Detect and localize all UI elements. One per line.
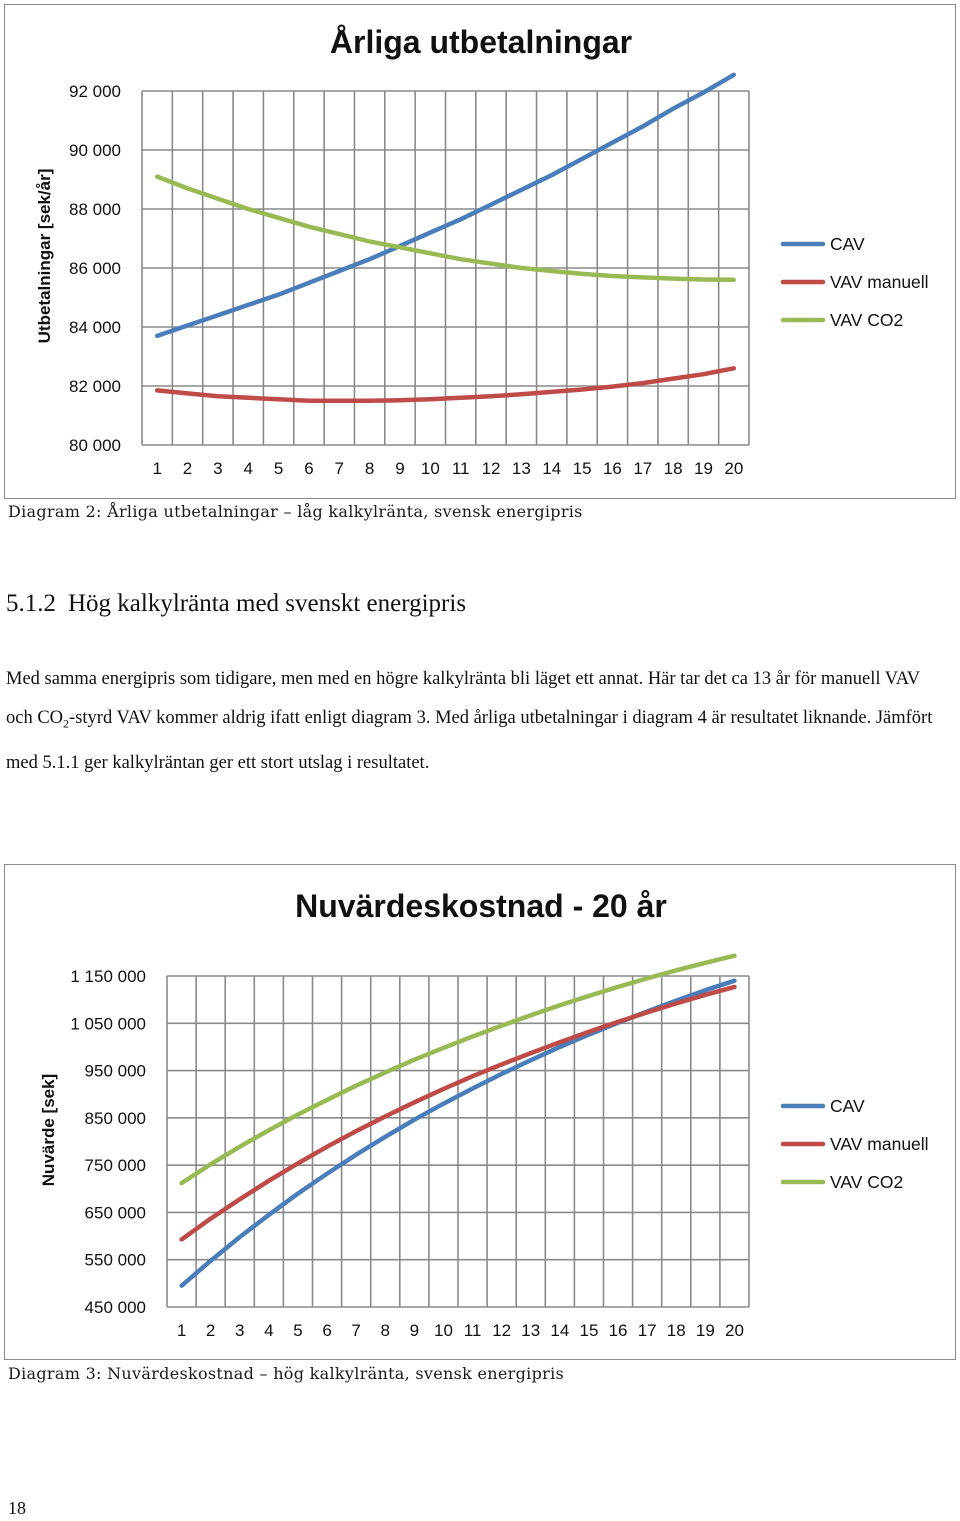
diagram-2-caption: Diagram 2: Årliga utbetalningar – låg kalkylränta, svensk energipris: [8, 502, 583, 521]
chart1-y-tick-label: 84 000: [69, 318, 121, 337]
chart1-x-tick-label: 18: [663, 459, 683, 478]
chart1-x-tick-label: 16: [602, 459, 622, 478]
chart2-legend-label: VAV CO2: [830, 1172, 904, 1192]
chart2-title: Nuvärdeskostnad - 20 år: [295, 888, 667, 924]
chart2-y-tick-label: 950 000: [84, 1061, 146, 1081]
chart2-x-tick-label: 12: [492, 1321, 512, 1340]
chart-nuvardeskostnad-svg: [5, 865, 955, 1359]
chart2-x-tick-label: 7: [351, 1321, 361, 1340]
chart2-x-tick-label: 1: [176, 1321, 187, 1340]
chart1-x-tick-label: 8: [364, 459, 375, 478]
chart1-x-tick-label: 3: [213, 459, 223, 478]
chart1-y-axis-label: Utbetalningar [sek/år]: [35, 168, 54, 344]
chart2-x-tick-label: 17: [637, 1321, 657, 1340]
chart1-x-tick-label: 13: [511, 459, 531, 478]
chart2-x-tick-label: 2: [205, 1321, 216, 1340]
chart2-y-tick-label: 750 000: [84, 1156, 146, 1176]
chart2-x-tick-label: 6: [322, 1321, 332, 1340]
chart1-y-tick-label: 82 000: [69, 377, 121, 396]
chart1-x-tick-label: 9: [395, 459, 405, 478]
chart1-x-tick-label: 4: [243, 459, 253, 478]
chart2-x-tick-label: 11: [463, 1321, 482, 1340]
chart1-y-tick-label: 80 000: [69, 436, 121, 455]
chart1-y-tick-label: 90 000: [69, 141, 121, 160]
chart1-x-tick-label: 15: [572, 459, 592, 478]
chart1-legend-label: CAV: [830, 234, 865, 254]
chart2-y-tick-label: 550 000: [84, 1250, 146, 1270]
chart2-x-tick-label: 8: [380, 1321, 390, 1340]
paragraph-part1: Med samma energipris som tidigare, men med en högre kalkylränta bli läget ett annat. Här tar det ca 13 år för manuell VAV och CO: [6, 669, 920, 728]
page-number: 18: [8, 1498, 26, 1518]
chart1-legend-label: VAV CO2: [830, 310, 904, 330]
chart2-x-tick-label: 5: [293, 1321, 303, 1340]
paragraph-subscript: 2: [63, 716, 70, 731]
section-heading: [6, 590, 466, 618]
chart1-x-tick-label: 5: [273, 459, 284, 478]
diagram-3-caption: Diagram 3: Nuvärdeskostnad – hög kalkylränta, svensk energipris: [8, 1364, 564, 1383]
chart1-title: Årliga utbetalningar: [329, 24, 633, 60]
chart2-x-tick-label: 16: [608, 1321, 628, 1340]
chart2-x-tick-label: 3: [235, 1321, 245, 1340]
chart2-y-tick-label: 450 000: [84, 1298, 146, 1317]
chart1-x-tick-label: 14: [542, 459, 562, 478]
paragraph-part2: -styrd VAV kommer aldrig ifatt enligt diagram 3. Med årliga utbetalningar i diagram 4 är resultatet liknande. Jämfört med 5.1.1 ger kalkylräntan ger ett stort utslag i resultatet.: [6, 708, 933, 773]
chart2-x-tick-label: 19: [695, 1321, 715, 1340]
chart2-y-axis-label: Nuvärde [sek]: [39, 1073, 58, 1187]
chart2-x-tick-label: 13: [521, 1321, 541, 1340]
chart2-legend-label: VAV manuell: [830, 1134, 929, 1154]
chart-arliga-utbetalningar: [4, 4, 956, 499]
chart2-x-tick-label: 10: [433, 1321, 453, 1340]
chart2-y-tick-label: 850 000: [84, 1108, 146, 1128]
section-title: Hög kalkylränta med svenskt energipris: [68, 590, 467, 617]
chart2-x-tick-label: 18: [666, 1321, 686, 1340]
chart1-x-tick-label: 1: [152, 459, 162, 478]
chart2-y-tick-label: 1 150 000: [70, 967, 146, 986]
body-paragraph: [6, 660, 946, 783]
chart1-x-tick-label: 7: [334, 459, 345, 478]
chart1-y-tick-label: 92 000: [69, 82, 121, 101]
chart1-x-tick-label: 17: [633, 459, 653, 478]
chart2-y-tick-label: 1 050 000: [70, 1014, 146, 1034]
chart1-x-tick-label: 19: [694, 459, 713, 478]
chart1-y-tick-label: 88 000: [69, 200, 121, 219]
chart1-legend-label: VAV manuell: [830, 272, 929, 292]
section-number: 5.1.2: [6, 590, 56, 617]
chart2-x-tick-label: 14: [550, 1321, 570, 1340]
chart2-x-tick-label: 9: [409, 1321, 420, 1340]
chart1-x-tick-label: 12: [481, 459, 501, 478]
chart2-x-tick-label: 15: [579, 1321, 599, 1340]
chart1-x-tick-label: 2: [182, 459, 193, 478]
chart1-x-tick-label: 10: [420, 459, 440, 478]
chart2-x-tick-label: 4: [264, 1321, 274, 1340]
chart-arliga-utbetalningar-svg: [5, 5, 955, 498]
chart2-y-tick-label: 650 000: [84, 1203, 146, 1223]
chart2-x-tick-label: 20: [724, 1321, 744, 1340]
chart1-x-tick-label: 11: [451, 459, 470, 478]
chart2-legend-label: CAV: [830, 1096, 865, 1116]
chart1-x-tick-label: 20: [724, 459, 744, 478]
chart1-x-tick-label: 6: [304, 459, 314, 478]
chart1-y-tick-label: 86 000: [69, 259, 121, 278]
chart-nuvardeskostnad: [4, 864, 956, 1360]
